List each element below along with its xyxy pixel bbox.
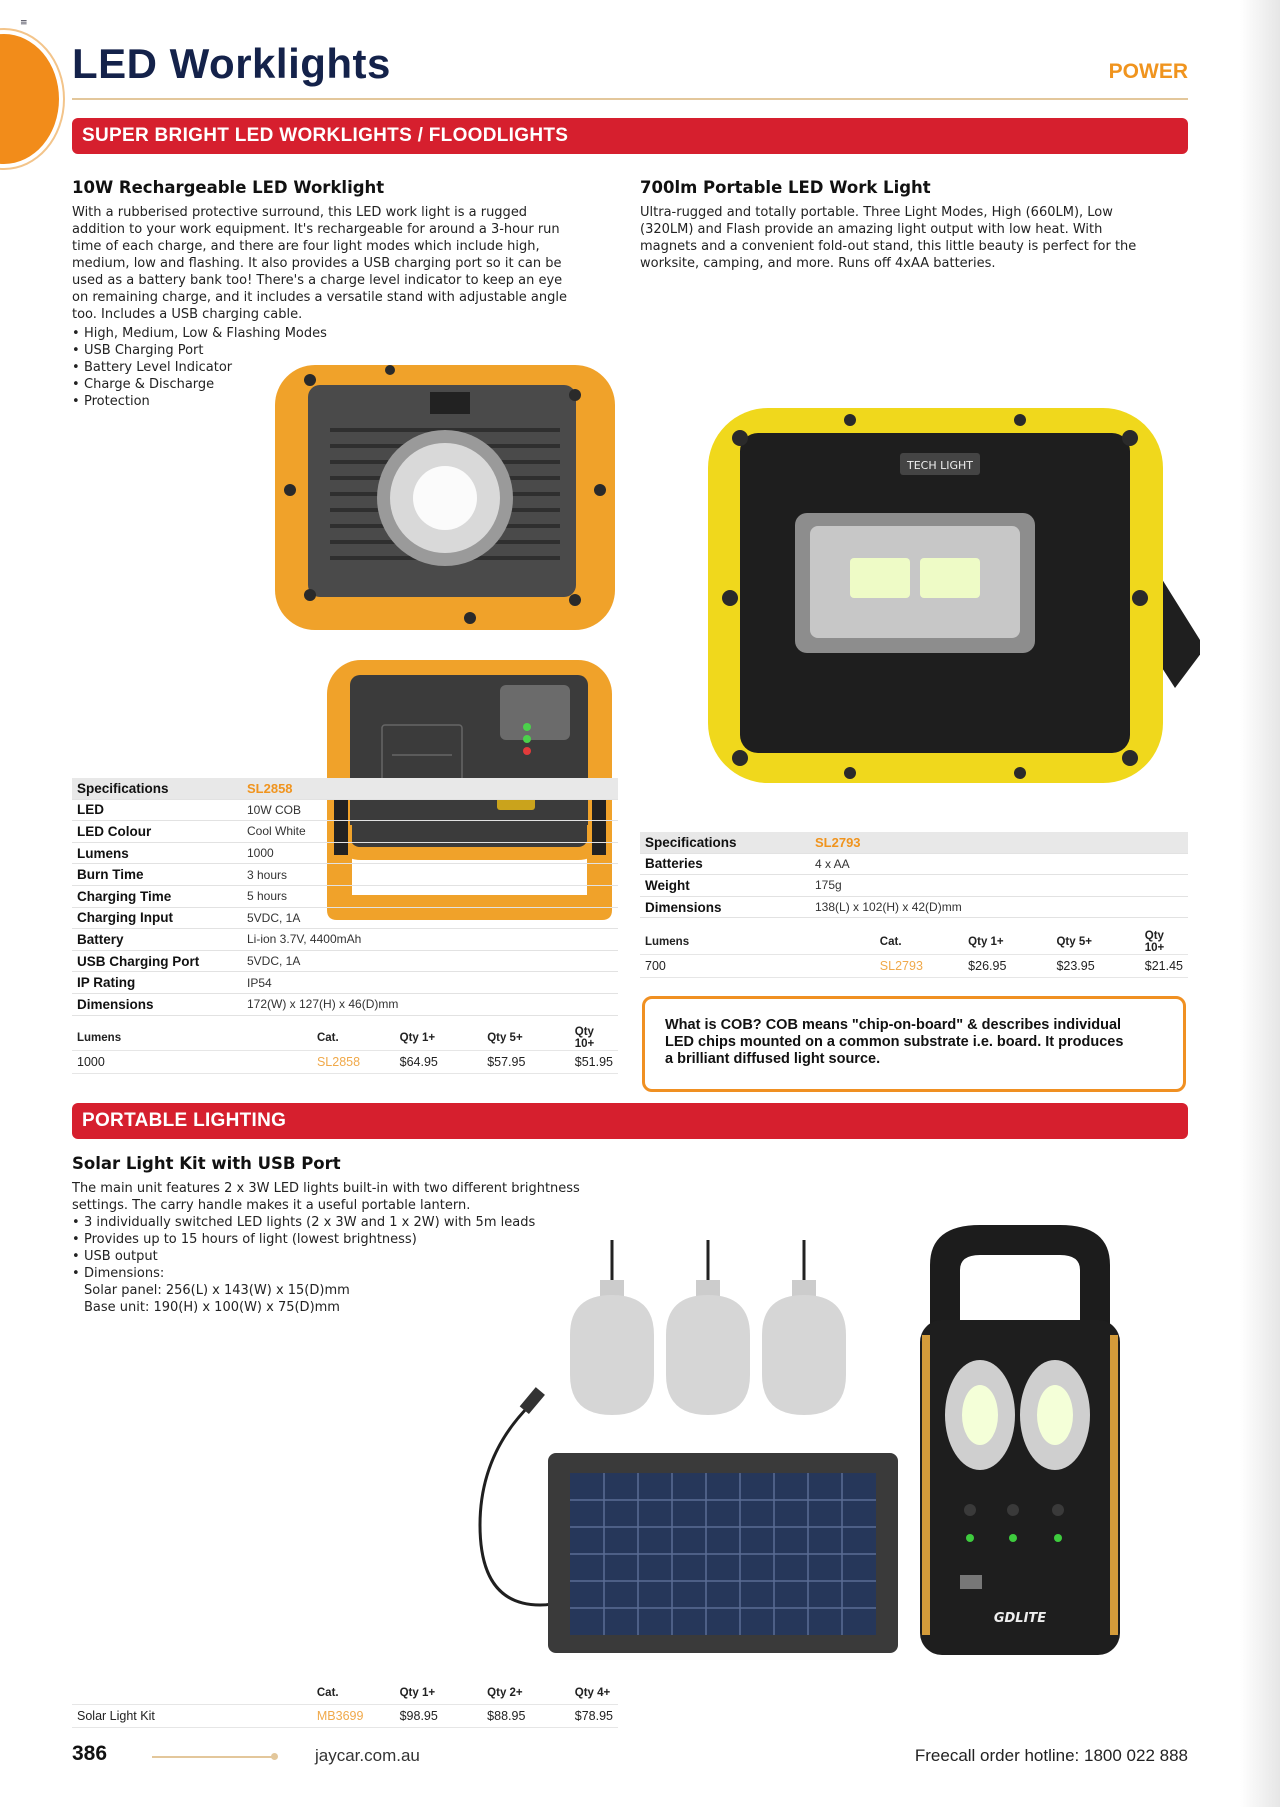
spec-key: Dimensions [72, 993, 242, 1015]
title-divider [72, 98, 1188, 100]
price-col-header: Qty 4+ [570, 1682, 618, 1705]
spec-value: 1000 [242, 842, 618, 864]
spec-key: Burn Time [72, 864, 242, 886]
price-col-header: Cat. [312, 1682, 395, 1705]
price-header-row [72, 1026, 618, 1051]
price-table-10w [72, 1026, 618, 1074]
worklight-10w-front-image [270, 360, 645, 640]
spec-table-700lm [640, 832, 1188, 918]
banner-worklights: SUPER BRIGHT LED WORKLIGHTS / FLOODLIGHTS [72, 118, 1188, 154]
feature-item: • Charge & Discharge [72, 376, 327, 393]
spec-header-row [640, 832, 1188, 853]
feature-item: • Provides up to 15 hours of light (lowest brightness) [72, 1231, 535, 1248]
spec-header-code: SL2858 [242, 778, 618, 799]
spec-value: IP54 [242, 972, 618, 994]
price-row [640, 955, 1188, 978]
feature-item: • Battery Level Indicator [72, 359, 327, 376]
spec-row [640, 896, 1188, 918]
section-tab-marker [0, 30, 63, 168]
price-cell: $26.95 [963, 955, 1051, 978]
spec-value: 172(W) x 127(H) x 46(D)mm [242, 993, 618, 1015]
price-col-header: Qty 5+ [1051, 930, 1139, 955]
product-heading-10w: 10W Rechargeable LED Worklight [72, 178, 385, 197]
price-col-header [72, 1682, 312, 1705]
spec-key: Weight [640, 875, 810, 897]
spec-value: 138(L) x 102(H) x 42(D)mm [810, 896, 1188, 918]
page-title: LED Worklights [72, 40, 391, 87]
desc-line: used as a battery bank too! There's a charge level indicator to keep an eye [72, 273, 563, 288]
spec-key: Batteries [640, 853, 810, 875]
spec-value: Cool White [242, 821, 618, 843]
spec-row [640, 875, 1188, 897]
spec-key: Charging Input [72, 907, 242, 929]
feature-item: • USB output [72, 1248, 535, 1265]
feature-item: • USB Charging Port [72, 342, 327, 359]
spec-row [72, 885, 618, 907]
catalogue-code[interactable]: SL2858 [312, 1051, 395, 1074]
spec-key: LED [72, 799, 242, 821]
price-col-header: Lumens [640, 930, 875, 955]
feature-item: • High, Medium, Low & Flashing Modes [72, 325, 327, 342]
feature-item: • 3 individually switched LED lights (2 x 3W and 1 x 2W) with 5m leads [72, 1214, 535, 1231]
price-col-header: Qty 1+ [963, 930, 1051, 955]
spec-row [72, 929, 618, 951]
spec-row [72, 864, 618, 886]
price-cell: $57.95 [482, 1051, 570, 1074]
desc-line: medium, low and flashing. It also provides a USB charging port so it can be [72, 256, 562, 271]
spec-row [72, 907, 618, 929]
website-link[interactable]: jaycar.com.au [315, 1746, 420, 1765]
spec-row [72, 972, 618, 994]
page-edge-shadow [1240, 0, 1280, 1807]
spec-header-row [72, 778, 618, 799]
price-cell: $64.95 [395, 1051, 483, 1074]
price-cell: $51.95 [570, 1051, 618, 1074]
desc-line: addition to your work equipment. It's rechargeable for around a 3-hour run [72, 222, 560, 237]
desc-line: Ultra-rugged and totally portable. Three Light Modes, High (660LM), Low [640, 205, 1113, 220]
desc-line: worksite, camping, and more. Runs off 4xAA batteries. [640, 256, 996, 271]
spec-value: 10W COB [242, 799, 618, 821]
price-col-header: Lumens [72, 1026, 312, 1051]
spec-value: 5VDC, 1A [242, 950, 618, 972]
solar-light-kit-image [440, 1225, 1180, 1665]
spec-key: Battery [72, 929, 242, 951]
spec-key: LED Colour [72, 821, 242, 843]
spec-row [72, 799, 618, 821]
spec-key: Lumens [72, 842, 242, 864]
price-col-header: Qty 2+ [482, 1682, 570, 1705]
cob-info-line: LED chips mounted on a common substrate i.e. board. It produces [665, 1034, 1124, 1050]
price-cell: $23.95 [1051, 955, 1139, 978]
price-cell: $98.95 [395, 1705, 483, 1728]
spec-row [72, 950, 618, 972]
price-row [72, 1705, 618, 1728]
price-cell: $21.45 [1140, 955, 1188, 978]
spec-value: 3 hours [242, 864, 618, 886]
price-cell: $78.95 [570, 1705, 618, 1728]
desc-line: magnets and a convenient fold-out stand, this little beauty is perfect for the [640, 239, 1137, 254]
price-header-row [72, 1682, 618, 1705]
worklight-700lm-image [700, 398, 1200, 793]
spec-key: Dimensions [640, 896, 810, 918]
price-header-row [640, 930, 1188, 955]
dimension-line: Base unit: 190(H) x 100(W) x 75(D)mm [84, 1300, 340, 1315]
order-hotline: Freecall order hotline: 1800 022 888 [914, 1746, 1188, 1765]
price-col-header: Qty 1+ [395, 1026, 483, 1051]
desc-line: too. Includes a USB charging cable. [72, 307, 303, 322]
spec-key: Charging Time [72, 885, 242, 907]
price-col-header: Qty 5+ [482, 1026, 570, 1051]
spec-header-code: SL2793 [810, 832, 1188, 853]
desc-line: time of each charge, and there are four light modes which include high, [72, 239, 540, 254]
desc-line: The main unit features 2 x 3W LED lights built-in with two different brightness [72, 1181, 580, 1196]
cob-info-box [642, 996, 1186, 1092]
brand-logo-text: TECH LIGHT [906, 459, 974, 472]
price-col-header: Qty 10+ [1140, 930, 1188, 955]
price-cell: 700 [640, 955, 875, 978]
feature-item-text: Protection [84, 394, 150, 409]
desc-line: on remaining charge, and it includes a versatile stand with adjustable angle [72, 290, 567, 305]
cob-info-line: What is COB? COB means "chip-on-board" & describes individual [665, 1017, 1122, 1033]
price-row [72, 1051, 618, 1074]
spec-key: USB Charging Port [72, 950, 242, 972]
menu-icon[interactable]: ≡ [20, 18, 28, 28]
price-table-700lm [640, 930, 1188, 978]
spec-table-10w [72, 778, 618, 1016]
price-col-header: Qty 10+ [570, 1026, 618, 1051]
feature-item: • Dimensions: [72, 1265, 535, 1282]
spec-value: 175g [810, 875, 1188, 897]
footer-divider [152, 1756, 274, 1758]
page-number: 386 [72, 1742, 108, 1765]
spec-row [72, 842, 618, 864]
dimensions-detail [84, 1282, 350, 1316]
catalogue-code[interactable]: MB3699 [312, 1705, 395, 1728]
spec-value: 4 x AA [810, 853, 1188, 875]
price-cell: 1000 [72, 1051, 312, 1074]
catalogue-code[interactable]: SL2793 [875, 955, 963, 978]
product-desc-10w [72, 204, 632, 323]
spec-value: 5 hours [242, 885, 618, 907]
spec-value: 5VDC, 1A [242, 907, 618, 929]
desc-line: With a rubberised protective surround, this LED work light is a rugged [72, 205, 528, 220]
spec-key: IP Rating [72, 972, 242, 994]
price-cell: Solar Light Kit [72, 1705, 312, 1728]
spec-header-label: Specifications [72, 778, 242, 799]
desc-line: (320LM) and Flash provide an amazing light output with low heat. With [640, 222, 1103, 237]
price-col-header: Cat. [875, 930, 963, 955]
spec-header-label: Specifications [640, 832, 810, 853]
price-col-header: Cat. [312, 1026, 395, 1051]
product-desc-solar [72, 1180, 652, 1214]
section-tag: POWER [1108, 60, 1188, 83]
desc-line: settings. The carry handle makes it a useful portable lantern. [72, 1198, 471, 1213]
product-heading-700lm: 700lm Portable LED Work Light [640, 178, 931, 197]
spec-row [72, 821, 618, 843]
lantern-brand-text: GDLITE [993, 1611, 1047, 1626]
cob-info-line: a brilliant diffused light source. [665, 1051, 881, 1067]
product-desc-700lm [640, 204, 1188, 272]
spec-value: Li-ion 3.7V, 4400mAh [242, 929, 618, 951]
price-cell: $88.95 [482, 1705, 570, 1728]
spec-row [640, 853, 1188, 875]
price-table-solar [72, 1682, 618, 1728]
spec-row [72, 993, 618, 1015]
product-heading-solar: Solar Light Kit with USB Port [72, 1154, 341, 1173]
banner-portable: PORTABLE LIGHTING [72, 1103, 1188, 1139]
dimension-line: Solar panel: 256(L) x 143(W) x 15(D)mm [84, 1283, 350, 1298]
price-col-header: Qty 1+ [395, 1682, 483, 1705]
